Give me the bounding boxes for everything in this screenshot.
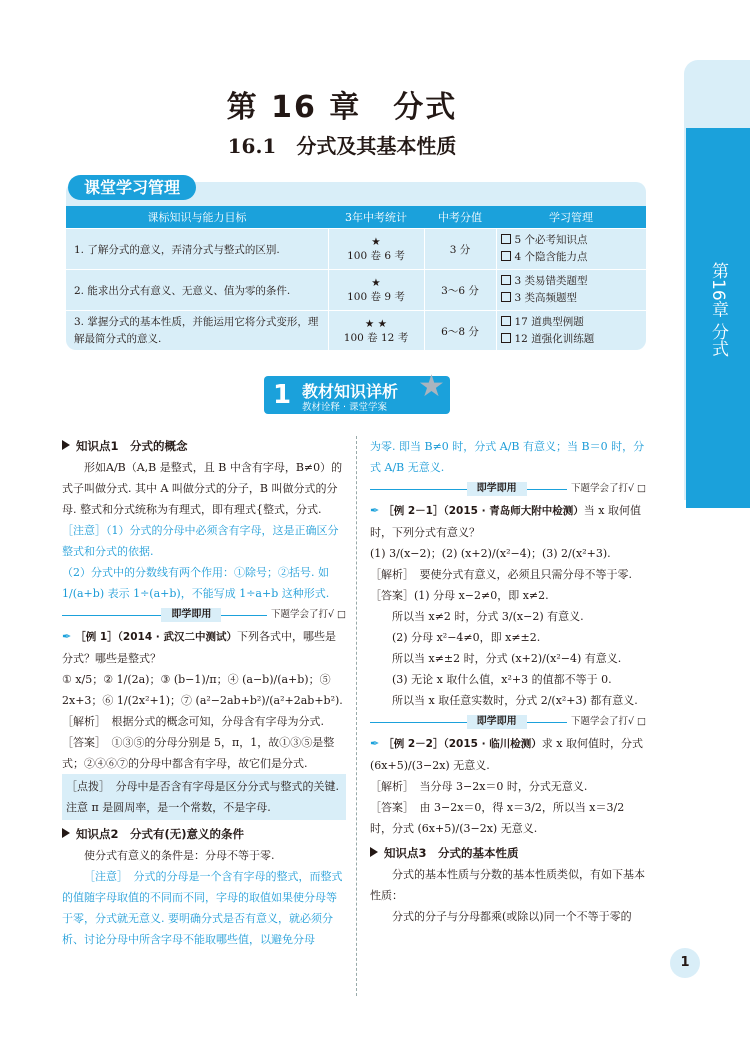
strip-label: 即学即用 [467, 715, 527, 729]
strip-label: 即学即用 [161, 608, 221, 622]
chapter-title: 第 16 章 分式 [226, 90, 458, 125]
checkbox-item[interactable]: 3 类易错类题型 [501, 273, 639, 290]
triangle-icon [370, 847, 378, 857]
manage-cell [496, 311, 646, 352]
banner-subtitle: 教材诠释 · 课堂学案 [302, 402, 388, 413]
strip-checkbox-label[interactable]: 下题学会了打√ □ [567, 482, 646, 496]
pen-icon: ✒ [370, 737, 380, 750]
checkbox-icon[interactable] [501, 251, 511, 261]
score-cell: 6～8 分 [424, 311, 496, 352]
paragraph: 形如A/B（A,B 是整式，且 B 中含有字母，B≠0）的式子叫做分式. 其中 A 叫做分式的分子，B 叫做分式的分母. 整式和分式统称为有理式，即有理式{整式，分式. [62, 461, 343, 516]
checkbox-icon[interactable] [501, 333, 511, 343]
example-question: ✒ ［例 1］（2014 · 武汉二中测试）下列各式中，哪些是分式？哪些是整式？ [62, 630, 336, 665]
table-header-row [66, 206, 646, 229]
pen-icon: ✒ [62, 630, 72, 643]
answer: 所以当 x≠2 时，分式 3/(x−2) 有意义. [392, 610, 584, 623]
right-column [370, 436, 646, 927]
practice-strip [62, 608, 346, 622]
table-row [66, 270, 646, 311]
answer: (3) 无论 x 取什么值，x²+3 的值都不等于 0. [392, 673, 612, 686]
table-row [66, 311, 646, 352]
answer: ［答案］(1) 分母 x−2≠0，即 x≠2. [370, 589, 549, 602]
example-items: (1) 3/(x−2)；(2) (x+2)/(x²−4)；(3) 2/(x²+3). [370, 547, 611, 560]
checkbox-icon[interactable] [501, 234, 511, 244]
checkbox-item[interactable]: 4 个隐含能力点 [501, 249, 639, 266]
table-header: 学习管理 [496, 206, 646, 229]
checkbox-item[interactable]: 12 道强化训练题 [501, 331, 639, 348]
table-header: 课标知识与能力目标 [66, 206, 328, 229]
answer: ［答案］ 由 3−2x＝0，得 x＝3/2，所以当 x＝3/2 时，分式 (6x+5)/(3−2x) 无意义. [370, 801, 625, 835]
column-divider [356, 436, 357, 996]
stat-text: 100 卷 9 考 [347, 290, 405, 303]
knowledge-point-heading: 知识点3 分式的基本性质 [370, 843, 646, 864]
answer: (2) 分母 x²−4≠0，即 x≠±2. [392, 631, 541, 644]
checkbox-item[interactable]: 5 个必考知识点 [501, 232, 639, 249]
star-rating: ★ [371, 235, 381, 248]
stat-cell [328, 270, 424, 311]
strip-label: 即学即用 [467, 482, 527, 496]
note: ［注意］ 分式的分母是一个含有字母的整式，而整式的值随字母取值的不同而不同，字母的取值如果使分母等于零，分式就无意义. 要明确分式是否有意义，就必须分析、讨论分母中所含字母不能取哪些值，以避免分母 [62, 870, 343, 946]
banner-number: 1 [272, 380, 292, 410]
example-items: ① x/5；② 1/(2a)；③ (b−1)/π；④ (a−b)/(a+b)；⑤ 2x+3；⑥ 1/(2x²+1)；⑦ (a²−2ab+b²)/(a²+2ab+b²). [62, 673, 343, 707]
analysis: ［解析］ 要使分式有意义，必须且只需分母不等于零. [370, 568, 632, 581]
checkbox-icon[interactable] [501, 316, 511, 326]
banner-title: 教材知识详析 [302, 382, 399, 401]
pen-icon: ✒ [370, 504, 380, 517]
answer: ［答案］ ①③⑤的分母分别是 5，π，1，故①③⑤是整式；②④⑥⑦的分母中都含有字母，故它们是分式. [62, 736, 335, 770]
page-number: 1 [670, 948, 700, 978]
score-cell: 3～6 分 [424, 270, 496, 311]
manage-cell [496, 229, 646, 270]
chapter-tab-label: 第16章 分式 [708, 262, 728, 358]
strip-checkbox-label[interactable]: 下题学会了打√ □ [567, 715, 646, 729]
star-rating: ★ ★ [364, 317, 388, 330]
checkbox-item[interactable]: 17 道典型例题 [501, 314, 639, 331]
stat-cell [328, 311, 424, 352]
knowledge-point-heading: 知识点2 分式有(无)意义的条件 [62, 824, 346, 845]
table-header: 3年中考统计 [328, 206, 424, 229]
answer: 所以当 x≠±2 时，分式 (x+2)/(x²−4) 有意义. [392, 652, 622, 665]
triangle-icon [62, 828, 70, 838]
analysis: ［解析］ 根据分式的概念可知，分母含有字母为分式. [62, 715, 324, 728]
triangle-icon [62, 440, 70, 450]
stat-text: 100 卷 6 考 [347, 249, 405, 262]
paragraph: 分式的分子与分母都乘(或除以)同一个不等于零的 [392, 910, 632, 923]
table-row [66, 229, 646, 270]
goal-cell: 3. 掌握分式的基本性质，并能运用它将分式变形，理解最简分式的意义. [66, 311, 328, 352]
goal-cell: 1. 了解分式的意义，弄清分式与整式的区别. [66, 229, 328, 270]
paragraph: 为零. 即当 B≠0 时，分式 A/B 有意义；当 B＝0 时，分式 A/B 无意义. [370, 440, 645, 474]
stat-text: 100 卷 12 考 [343, 331, 409, 344]
example-question: ✒ ［例 2－1］（2015 · 青岛师大附中检测）当 x 取何值时，下列分式有意义？ [370, 504, 641, 539]
star-icon: ★ [418, 369, 445, 404]
example-question: ✒ ［例 2－2］（2015 · 临川检测）求 x 取何值时，分式 (6x+5)/(3−2x) 无意义. [370, 737, 643, 772]
learning-management-badge: 课堂学习管理 [68, 175, 196, 200]
left-column [62, 436, 346, 950]
analysis: ［解析］ 当分母 3−2x＝0 时，分式无意义. [370, 780, 588, 793]
paragraph: 使分式有意义的条件是：分母不等于零. [84, 849, 275, 862]
section-title: 16.1 分式及其基本性质 [227, 134, 457, 158]
answer: 所以当 x 取任意实数时，分式 2/(x²+3) 都有意义. [392, 694, 638, 707]
stat-cell [328, 229, 424, 270]
manage-cell [496, 270, 646, 311]
goal-cell: 2. 能求出分式有意义、无意义、值为零的条件. [66, 270, 328, 311]
practice-strip [370, 715, 646, 729]
strip-checkbox-label[interactable]: 下题学会了打√ □ [267, 608, 346, 622]
paragraph: 分式的基本性质与分数的基本性质类似，有如下基本性质： [370, 868, 645, 902]
checkbox-icon[interactable] [501, 275, 511, 285]
score-cell: 3 分 [424, 229, 496, 270]
knowledge-point-heading: 知识点1 分式的概念 [62, 436, 346, 457]
table-header: 中考分值 [424, 206, 496, 229]
checkbox-icon[interactable] [501, 292, 511, 302]
note: ［注意］（1）分式的分母中必须含有字母，这是正确区分整式和分式的依据. [62, 524, 339, 558]
practice-strip [370, 482, 646, 496]
star-rating: ★ [371, 276, 381, 289]
checkbox-item[interactable]: 3 类高频题型 [501, 290, 639, 307]
note: （2）分式中的分数线有两个作用：①除号；②括号. 如 1/(a+b) 表示 1÷(a+b)，不能写成 1÷a+b 这种形式. [62, 566, 330, 600]
goals-table [66, 206, 646, 351]
tip-box: ［点拨］ 分母中是否含有字母是区分分式与整式的关键. 注意 π 是圆周率，是一个常数，不是字母. [62, 774, 346, 820]
